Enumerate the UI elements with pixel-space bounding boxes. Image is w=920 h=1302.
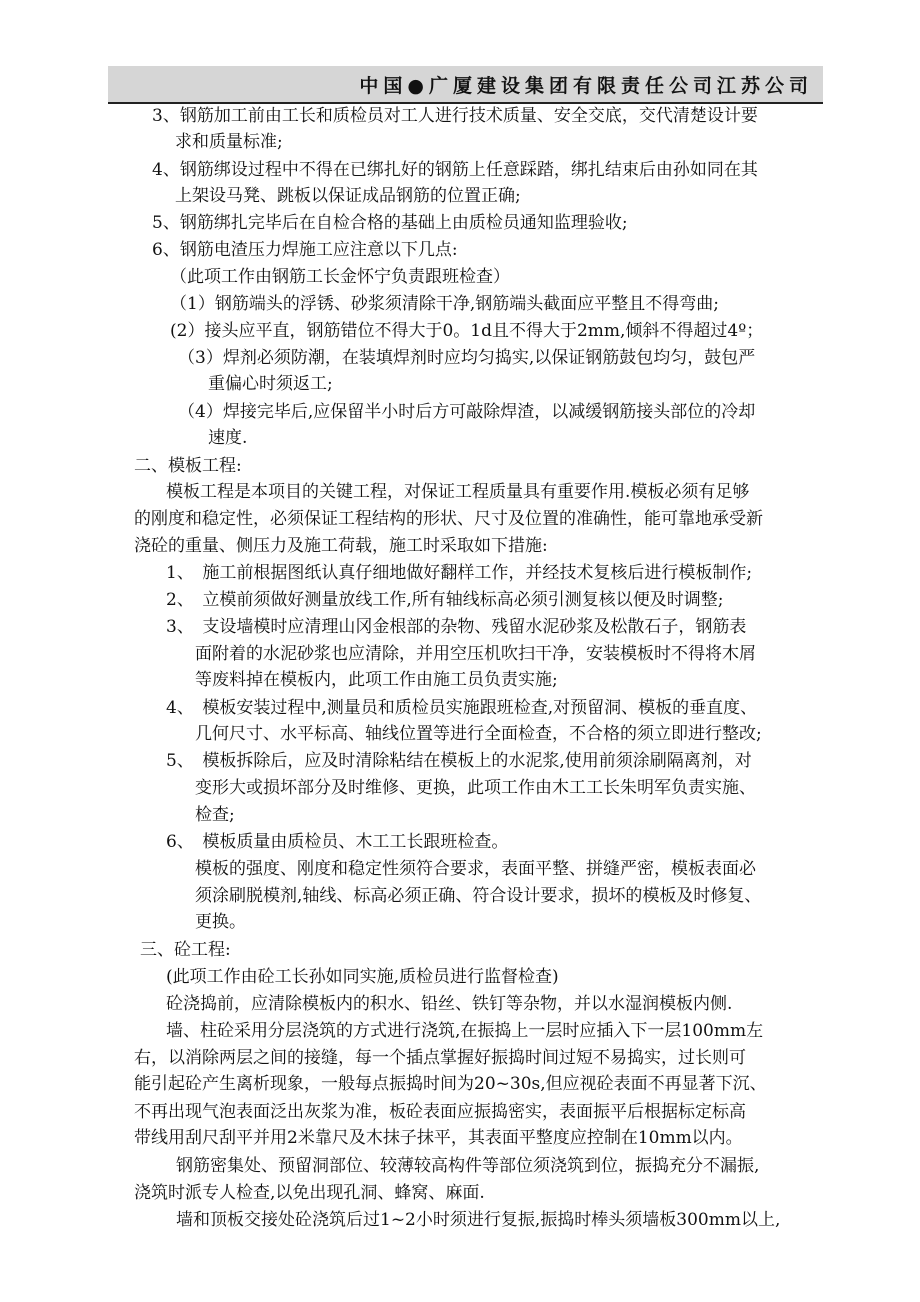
text-line: 墙、柱砼采用分层浇筑的方式进行浇筑,在振捣上一层时应插入下一层100mm左 <box>166 1021 764 1041</box>
text-line: （1）钢筋端头的浮锈、砂浆须清除干净,钢筋端头截面应平整且不得弯曲; <box>170 294 719 314</box>
text-line: 右，以消除两层之间的接缝，每一个插点掌握好振捣时间过短不易捣实，过长则可 <box>134 1048 746 1068</box>
text-line: 速度. <box>208 428 248 448</box>
text-line: 变形大或损坏部分及时维修、更换，此项工作由木工工长朱明军负责实施、 <box>195 778 756 798</box>
text-line: 5、钢筋绑扎完毕后在自检合格的基础上由质检员通知监理验收; <box>152 213 628 233</box>
text-line: 的刚度和稳定性，必须保证工程结构的形状、尺寸及位置的准确性，能可靠地承受新 <box>134 509 763 529</box>
text-line: 墙和顶板交接处砼浇筑后过1~2小时须进行复振,振捣时棒头须墙板300mm以上, <box>176 1210 781 1230</box>
text-line: （4）焊接完毕后,应保留半小时后方可敲除焊渣，以减缓钢筋接头部位的冷却 <box>178 402 756 422</box>
text-line: 上架设马凳、跳板以保证成品钢筋的位置正确; <box>175 186 521 206</box>
text-line: 浇筑时派专人检查,以免出现孔洞、蜂窝、麻面. <box>134 1183 485 1203</box>
text-line: 几何尺寸、水平标高、轴线位置等进行全面检查，不合格的须立即进行整改; <box>195 724 762 744</box>
text-line: 检查; <box>195 805 235 825</box>
text-line: 5、 模板拆除后，应及时清除粘结在模板上的水泥浆,使用前须涂刷隔离剂，对 <box>166 751 752 771</box>
text-line: 更换。 <box>195 912 246 932</box>
text-line: 模板工程是本项目的关键工程，对保证工程质量具有重要作用.模板必须有足够 <box>166 482 750 502</box>
text-line: (2）接头应平直，钢筋错位不得大于0。1d且不得大于2mm,倾斜不得超过4º； <box>170 321 764 341</box>
page-header <box>108 66 823 104</box>
text-line: 带线用刮尺刮平并用2米靠尺及木抹子抹平，其表面平整度应控制在10mm以内。 <box>134 1128 743 1148</box>
text-line: 3、 支设墙模时应清理山冈金根部的杂物、残留水泥砂浆及松散石子，钢筋表 <box>166 617 747 637</box>
text-line: 面附着的水泥砂浆也应清除，并用空压机吹扫干净，安装模板时不得将木屑 <box>195 644 756 664</box>
text-line: 2、 立模前须做好测量放线工作,所有轴线标高必须引测复核以便及时调整; <box>166 590 724 610</box>
section-heading: 三、砼工程: <box>140 940 231 960</box>
text-line: 6、 模板质量由质检员、木工工长跟班检查。 <box>166 832 509 852</box>
text-line: 求和质量标准; <box>175 132 283 152</box>
text-line: 浇砼的重量、侧压力及施工荷载，施工时采取如下措施: <box>134 536 548 556</box>
text-line: 须涂刷脱模剂,轴线、标高必须正确、符合设计要求，损坏的模板及时修复、 <box>195 886 762 906</box>
text-line: 1、 施工前根据图纸认真仔细地做好翻样工作，并经技术复核后进行模板制作; <box>166 563 753 583</box>
header-title: 中国●广厦建设集团有限责任公司江苏公司 <box>359 75 813 97</box>
text-line: 砼浇捣前，应清除模板内的积水、铅丝、铁钉等杂物，并以水湿润模板内侧. <box>166 994 733 1014</box>
text-line: 重偏心时须返工; <box>208 374 333 394</box>
text-line: 钢筋密集处、预留洞部位、较薄较高构件等部位须浇筑到位，振捣充分不漏振, <box>176 1156 760 1176</box>
text-line: (此项工作由砼工长孙如同实施,质检员进行监督检查) <box>166 967 559 987</box>
text-line: 6、钢筋电渣压力焊施工应注意以下几点: <box>152 240 458 260</box>
text-line: 模板的强度、刚度和稳定性须符合要求，表面平整、拼缝严密，模板表面必 <box>195 859 756 879</box>
section-heading: 二、模板工程: <box>134 456 242 476</box>
text-line: 4、 模板安装过程中,测量员和质检员实施跟班检查,对预留洞、模板的垂直度、 <box>166 698 758 718</box>
text-line: 不再出现气泡表面泛出灰浆为准，板砼表面应振捣密实，表面振平后根据标定标高 <box>134 1102 746 1122</box>
text-line: 3、钢筋加工前由工长和质检员对工人进行技术质量、安全交底，交代清楚设计要 <box>152 106 758 126</box>
text-line: 等废料掉在模板内，此项工作由施工员负责实施; <box>195 670 558 690</box>
text-line: 4、钢筋绑设过程中不得在已绑扎好的钢筋上任意踩踏，绑扎结束后由孙如同在其 <box>152 160 758 180</box>
text-line: （3）焊剂必须防潮，在装填焊剂时应均匀捣实,以保证钢筋鼓包均匀，鼓包严 <box>178 348 756 368</box>
text-line: 能引起砼产生离析现象，一般每点振捣时间为20~30s,但应视砼表面不再显著下沉、 <box>134 1074 767 1094</box>
text-line: （此项工作由钢筋工长金怀宁负责跟班检查） <box>170 267 510 287</box>
